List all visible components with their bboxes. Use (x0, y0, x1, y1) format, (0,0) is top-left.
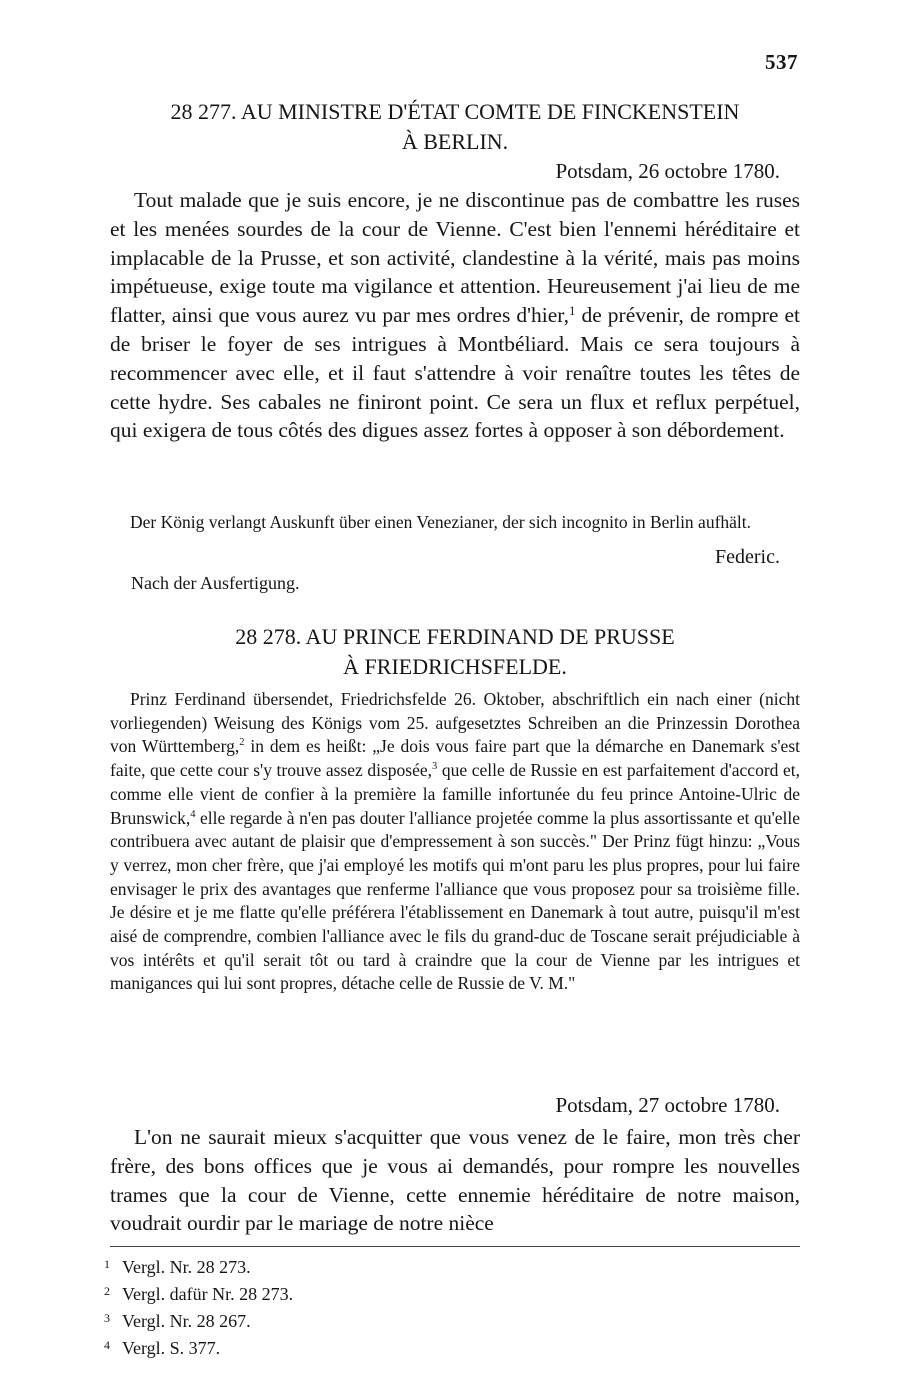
footnote (104, 1252, 293, 1279)
heading-line: À FRIEDRICHSFELDE. (343, 654, 567, 679)
editor-summary (110, 688, 800, 996)
letter-body: L'on ne saurait mieux s'acquitter que vous venez de le faire, mon très cher frère, des bons offices que je vous ai demandés, pour rompre les nouvelles trames que la cour de Vienne, cette ennemie héréditaire de notre maison, voudrait ourdir par le mariage de notre nièce (110, 1125, 800, 1236)
letter-heading-28277 (110, 97, 800, 157)
summary-part: elle regarde à n'en pas douter l'alliance projetée comme la plus assortissante et qu'elle contribuera avec autant de plaisir que d'empressement à son succès." Der Prinz fügt hinzu: „Vous y verrez, mon cher frère, que j'ai employé les motifs qui m'ont paru les plus propres, pour lui faire envisager le prix des avantages que renferme l'alliance que vous proposez pour sa troisième fille. Je désire et je me flatte qu'elle préférera l'établissement en Danemark à tout autre, puisqu'il m'est aisé de comprendre, combien l'alliance avec le fils du grand-duc de Toscane serait préjudiciable à vos intérêts et qu'il serait tôt ou tard à craindre que la cour de Vienne par les intrigues et manigances qui lui sont propres, détache celle de Russie de V. M." (110, 807, 800, 994)
footnote-text: Vergl. dafür Nr. 28 273. (122, 1284, 294, 1304)
footnote (104, 1279, 293, 1306)
footnote-mark: 2 (104, 1284, 110, 1298)
footnote-mark: 4 (104, 1338, 110, 1352)
page-number: 537 (765, 50, 798, 74)
summary-part: Prinz Ferdinand übersendet, Friedrichsfelde 26. Oktober, abschriftlich ein nach einer (nicht vorliegenden) Weisung des Königs vom 25. aufgesetztes Schreiben an die Prinzessin Dorothea von Württemberg, (110, 689, 800, 757)
footnote-text: Vergl. Nr. 28 273. (122, 1257, 251, 1277)
summary-part: in dem es heißt: „Je dois vous faire part que la démarche en Danemark s'est faite, que cette cour s'y trouve assez disposée, (110, 736, 800, 781)
footnote-ref: 1 (568, 304, 576, 319)
editor-note: Der König verlangt Auskunft über einen Venezianer, der sich incognito in Berlin aufhält. (130, 512, 752, 532)
footnote-text: Vergl. Nr. 28 267. (122, 1311, 251, 1331)
footnote-ref: 3 (432, 761, 438, 773)
footnote-mark: 1 (104, 1257, 110, 1271)
dateline: Potsdam, 27 octobre 1780. (555, 1093, 780, 1117)
heading-line: 28 277. AU MINISTRE D'ÉTAT COMTE DE FINCKENSTEIN (170, 99, 740, 124)
body-text-part: de prévenir, de rompre et de briser le foyer de ses intrigues à Montbéliard. Mais ce sera toujours à recommencer avec elle, et il faut s'attendre à voir renaître toutes les têtes de cette hydre. Ses cabales ne finiront point. Ce sera un flux et reflux perpétuel, qui exigera de tous côtés des digues assez fortes à opposer à son débordement. (110, 303, 800, 443)
footnote-ref: 2 (239, 737, 245, 749)
heading-line: À BERLIN. (401, 129, 509, 154)
body-text-part: Tout malade que je suis encore, je ne discontinue pas de combattre les ruses et les menées sourdes de la cour de Vienne. C'est bien l'ennemi héréditaire et implacable de la Prusse, et son activité, clandestine à la vérité, mais pas moins impétueuse, exige toute ma vigilance et attention. Heureusement j'ai lieu de me flatter, ainsi que vous aurez vu par mes ordres d'hier, (110, 188, 800, 328)
footnotes (104, 1252, 293, 1360)
footnote-text: Vergl. S. 377. (122, 1338, 221, 1358)
footnote-mark: 3 (104, 1311, 110, 1325)
heading-line: 28 278. AU PRINCE FERDINAND DE PRUSSE (235, 624, 675, 649)
footnote (104, 1333, 293, 1360)
dateline: Potsdam, 26 octobre 1780. (555, 159, 780, 183)
footnote-ref: 4 (190, 808, 196, 820)
footnote (104, 1306, 293, 1333)
source-note: Nach der Ausfertigung. (131, 573, 300, 593)
letter-heading-28278 (110, 622, 800, 682)
footnote-rule (110, 1246, 800, 1247)
signature: Federic. (715, 546, 780, 568)
letter-body (110, 186, 800, 445)
summary-part: que celle de Russie en est parfaitement d'accord et, comme elle vient de confier à la première la famille infortunée du feu prince Antoine-Ulric de Brunswick, (110, 760, 800, 828)
